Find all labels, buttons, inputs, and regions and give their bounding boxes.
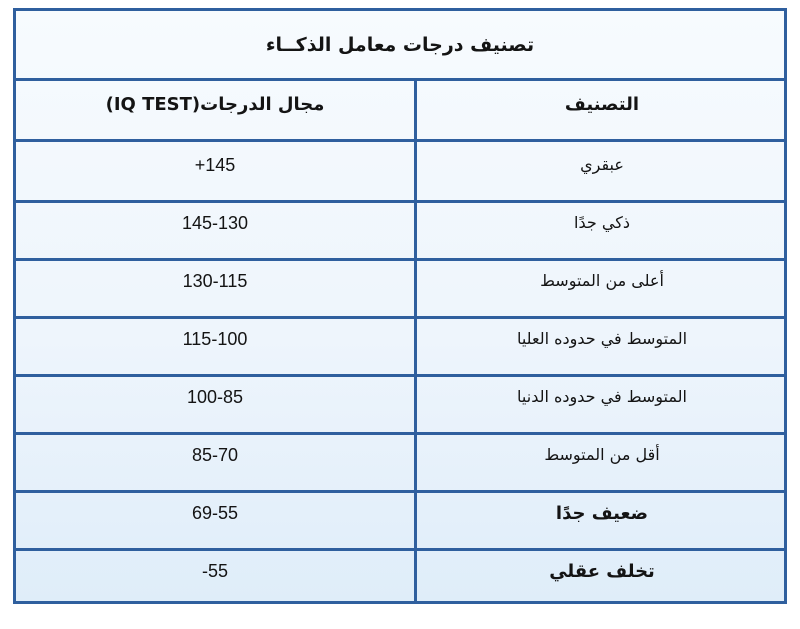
table-row xyxy=(16,374,784,435)
range-cell xyxy=(16,548,417,601)
classification-cell xyxy=(420,316,784,374)
table-row xyxy=(16,316,784,377)
range-value: +145 xyxy=(194,155,236,175)
range-value: 69-55 xyxy=(191,503,239,523)
range-cell xyxy=(16,200,417,258)
iq-classification-table xyxy=(13,8,787,604)
classification-value: أقل من المتوسط xyxy=(544,445,660,464)
classification-cell xyxy=(420,200,784,258)
range-cell xyxy=(16,142,417,200)
classification-header: التصنيف xyxy=(564,94,640,115)
table-title-row xyxy=(16,11,784,81)
table-row xyxy=(16,490,784,551)
table-row xyxy=(16,258,784,319)
range-value: 130-115 xyxy=(182,271,248,291)
classification-cell xyxy=(420,548,784,601)
classification-value: عبقري xyxy=(580,155,624,174)
range-header: مجال الدرجات(IQ TEST) xyxy=(105,94,325,115)
range-cell xyxy=(16,490,417,548)
table-row xyxy=(16,200,784,261)
classification-cell xyxy=(420,432,784,490)
classification-value: ذكي جدًا xyxy=(574,213,630,232)
range-cell xyxy=(16,374,417,432)
range-cell xyxy=(16,316,417,374)
classification-value: ضعيف جدًا xyxy=(555,503,649,524)
range-value: 115-100 xyxy=(182,329,248,349)
range-header-cell xyxy=(16,81,417,139)
range-value: -55 xyxy=(201,561,228,581)
range-value: 100-85 xyxy=(186,387,244,407)
classification-cell xyxy=(420,374,784,432)
table-title: تصنيف درجات معامل الذكــاء xyxy=(265,33,535,56)
range-value: 145-130 xyxy=(181,213,249,233)
table-row xyxy=(16,142,784,203)
classification-cell xyxy=(420,258,784,316)
classification-cell xyxy=(420,490,784,548)
classification-value: أعلى من المتوسط xyxy=(540,271,664,290)
range-cell xyxy=(16,258,417,316)
classification-value: المتوسط في حدوده العليا xyxy=(516,329,688,348)
table-row xyxy=(16,548,784,601)
range-cell xyxy=(16,432,417,490)
classification-value: تخلف عقلي xyxy=(549,561,655,582)
classification-header-cell xyxy=(420,81,784,139)
classification-value: المتوسط في حدوده الدنيا xyxy=(517,387,687,406)
table-row xyxy=(16,432,784,493)
range-value: 85-70 xyxy=(191,445,239,465)
classification-cell xyxy=(420,142,784,200)
table-header-row xyxy=(16,81,784,142)
